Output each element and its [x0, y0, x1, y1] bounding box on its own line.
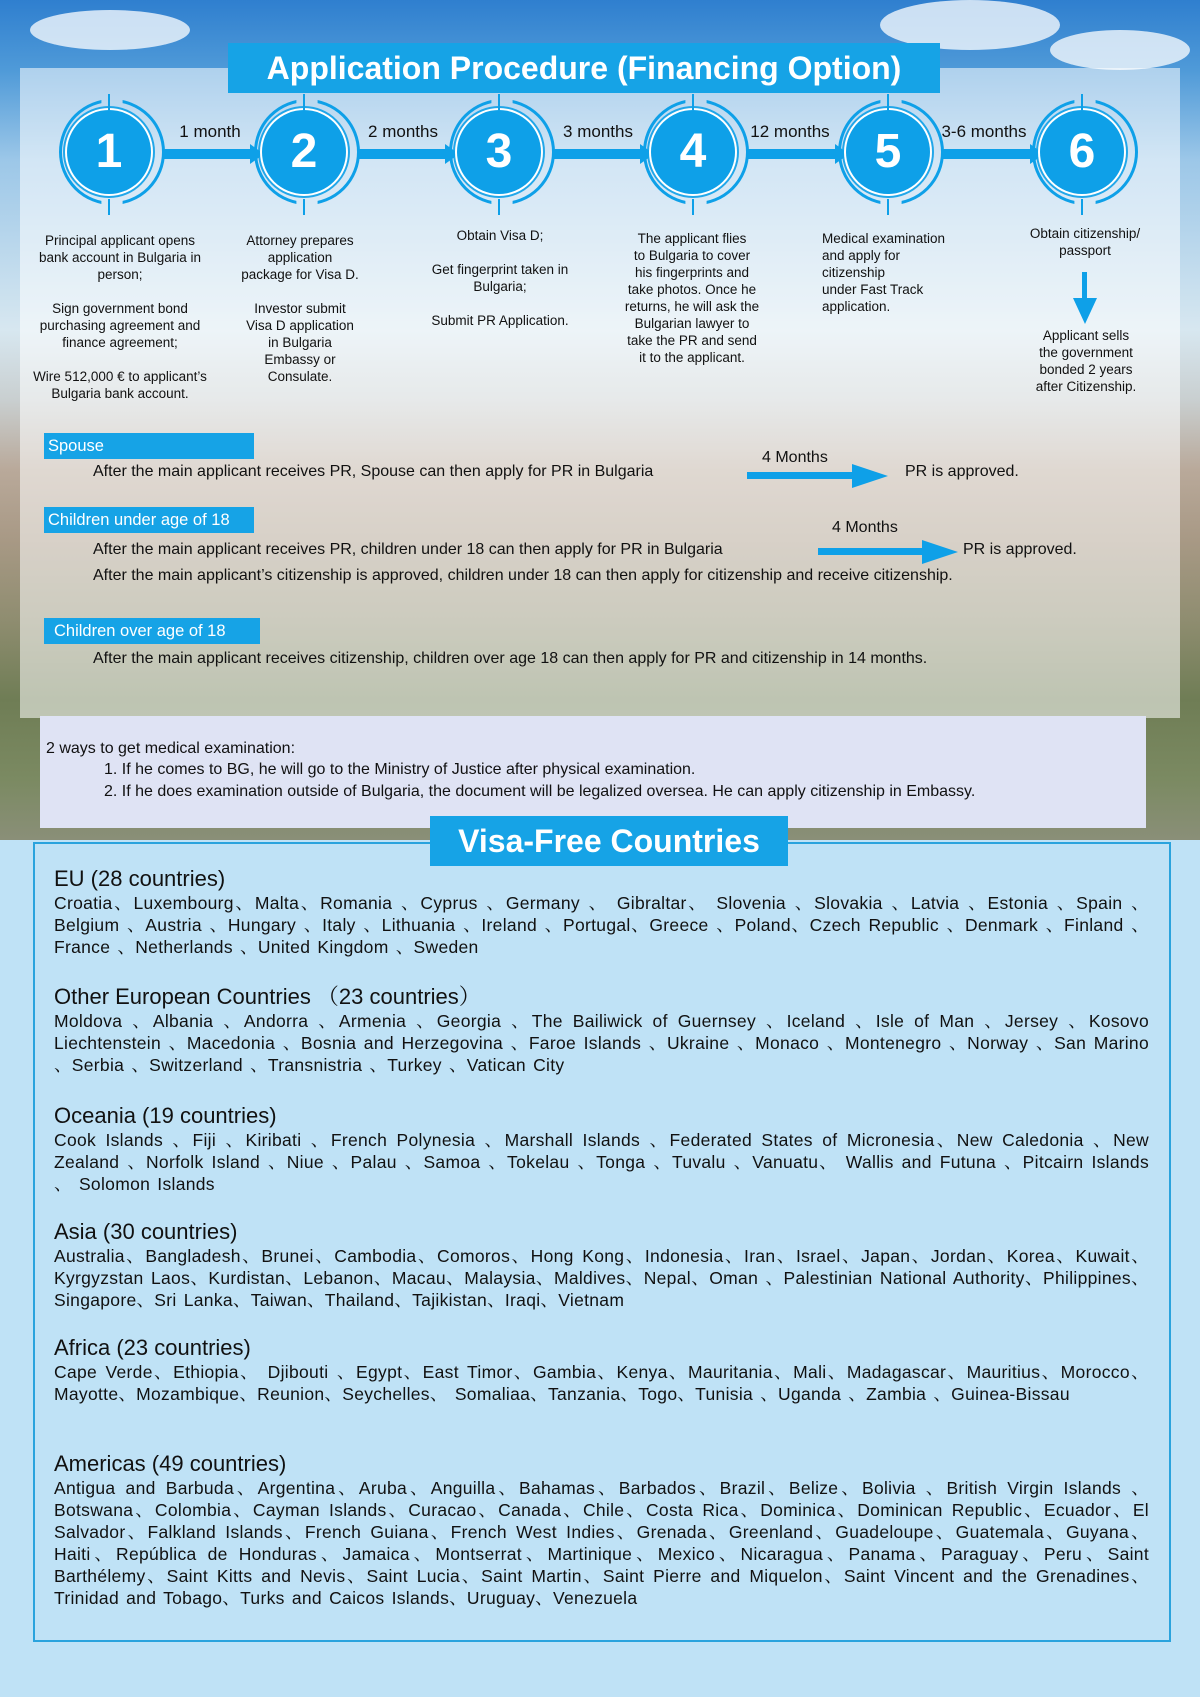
step-tick	[498, 199, 500, 215]
step-number: 6	[1040, 110, 1124, 194]
children-under-text-1: After the main applicant receives PR, children under 18 can then apply for PR in Bulgaria	[93, 541, 723, 558]
duration-label: 1 month	[179, 122, 241, 141]
medical-intro: 2 ways to get medical examination:	[46, 740, 296, 757]
children-under-text-2: After the main applicant’s citizenship is approved, children under 18 can then apply for citizenship and receive citizenship.	[93, 567, 953, 584]
step-tick	[887, 199, 889, 215]
children-under-duration: 4 Months	[832, 519, 898, 536]
spouse-label: Spouse	[44, 433, 254, 459]
spouse-duration: 4 Months	[762, 449, 828, 466]
region-countries: Cape Verde、Ethiopia、 Djibouti 、Egypt、East Timor、Gambia、Kenya、Mauritania、Mali、Madagascar、Mauritius、Morocco、Mayotte、Mozambique、Reunion、Seychelles、 Somaliaa、Tanzania、Togo、Tunisia 、Uganda 、Zambia 、Guinea-Bissau	[54, 1362, 1149, 1404]
region-eu	[54, 866, 1149, 958]
timeline-arrow	[943, 149, 1030, 159]
children-under-arrow	[818, 548, 928, 555]
region-countries: Australia、Bangladesh、Brunei、Cambodia、Comoros、Hong Kong、Indonesia、Iran、Israel、Japan、Jordan、Korea、Kuwait、Kyrgyzstan Laos、Kurdistan、Lebanon、Macau、Malaysia、Maldives、Nepal、Oman 、Palestinian National Authority、Philippines、Singapore、Sri Lanka、Taiwan、Thailand、Tajikistan、Iraqi、Vietnam	[54, 1246, 1149, 1310]
duration-label: 12 months	[750, 122, 830, 141]
spouse-result: PR is approved.	[905, 463, 1019, 480]
duration-label: 3-6 months	[941, 122, 1027, 141]
spouse-arrow	[747, 472, 857, 479]
region-countries: Croatia、Luxembourg、Malta、Romania 、Cyprus 、Germany 、 Gibraltar、 Slovenia 、Slovakia 、Latvia 、Estonia 、Spain 、Belgium 、Austria 、Hungary 、Italy 、Lithuania 、Ireland 、Portugal、Greece 、Poland、Czech Republic 、Denmark 、Finland 、France 、Netherlands 、United Kingdom 、Sweden	[54, 893, 1149, 957]
step-number: 3	[457, 110, 541, 194]
region-heading: EU (28 countries)	[54, 866, 226, 891]
step-tick	[303, 199, 305, 215]
region-asia	[54, 1219, 1149, 1311]
region-heading: Africa (23 countries)	[54, 1335, 251, 1360]
duration-label: 2 months	[368, 122, 438, 141]
medical-option-2: 2. If he does examination outside of Bulgaria, the document will be legalized oversea. He can apply citizenship in Embassy.	[104, 783, 976, 800]
step-tick	[108, 94, 110, 110]
children-over-label: Children over age of 18	[44, 618, 260, 644]
region-countries: Moldova 、Albania 、Andorra 、Armenia 、Georgia 、The Bailiwick of Guernsey 、Iceland 、Isle of Man 、Jersey 、Kosovo Liechtenstein 、Macedonia 、Bosnia and Herzegovina 、Faroe Islands 、Ukraine 、Monaco 、Montenegro 、Norway 、San Marino 、Serbia 、Switzerland 、Transnistria 、Turkey 、Vatican City	[54, 1011, 1149, 1075]
step-6-description: Obtain citizenship/ passport	[1029, 226, 1141, 258]
step-2-description: Attorney prepares application package for Visa D. Investor submit Visa D application in Bulgaria Embassy or Consulate.	[241, 233, 359, 384]
region-oceania	[54, 1103, 1149, 1195]
visa-free-title: Visa-Free Countries	[430, 816, 788, 866]
children-under-label: Children under age of 18	[44, 507, 254, 533]
procedure-title: Application Procedure (Financing Option)	[228, 43, 940, 93]
region-americas	[54, 1451, 1149, 1609]
region-other-europe	[54, 984, 1149, 1076]
cloud	[1050, 30, 1190, 70]
region-heading: Asia (30 countries)	[54, 1219, 238, 1244]
medical-option-1: 1. If he comes to BG, he will go to the Ministry of Justice after physical examination.	[104, 761, 696, 778]
region-heading: Americas (49 countries)	[54, 1451, 287, 1476]
timeline-arrow	[359, 149, 445, 159]
after-citizenship-note: Applicant sells the government bonded 2 years after Citizenship.	[1035, 328, 1137, 394]
medical-exam-box	[40, 716, 1146, 828]
step-number: 4	[651, 110, 735, 194]
step-number: 5	[846, 110, 930, 194]
duration-label: 3 months	[563, 122, 633, 141]
region-heading: Oceania (19 countries)	[54, 1103, 277, 1128]
region-countries: Cook Islands 、Fiji 、Kiribati 、French Polynesia 、Marshall Islands 、Federated States of Micronesia、New Caledonia 、New Zealand 、Norfolk Island 、Niue 、Palau 、Samoa 、Tokelau 、Tonga 、Tuvalu 、Vanuatu、 Wallis and Futuna 、Pitcairn Islands 、 Solomon Islands	[54, 1130, 1149, 1194]
region-countries: Antigua and Barbuda、Argentina、Aruba、Anguilla、Bahamas、Barbados、Brazil、Belize、Bolivia 、British Virgin Islands 、Botswana、Colombia、Cayman Islands、Curacao、Canada、Chile、Costa Rica、Dominica、Dominican Republic、Ecuador、El Salvador、Falkland Islands、French Guiana、French West Indies、Grenada、Greenland、Guadeloupe、Guatemala、Guyana、Haiti、República de Honduras、Jamaica、Montserrat、Martinique、Mexico、Nicaragua、Panama、Paraguay、Peru、Saint Barthélemy、Saint Kitts and Nevis、Saint Lucia、Saint Martin、Saint Pierre and Miquelon、Saint Vincent and the Grenadines、Trinidad and Tobago、Turks and Caicos Islands、Uruguay、Venezuela	[54, 1478, 1149, 1608]
timeline-arrow	[553, 149, 640, 159]
step-tick	[108, 199, 110, 215]
region-heading: Other European Countries （23 countries）	[54, 984, 481, 1009]
timeline-arrow	[164, 149, 250, 159]
step-tick	[303, 94, 305, 110]
children-under-arrowhead	[922, 540, 958, 564]
step-tick	[887, 94, 889, 110]
step-tick	[1081, 94, 1083, 110]
spouse-text: After the main applicant receives PR, Spouse can then apply for PR in Bulgaria	[93, 463, 654, 480]
down-arrowhead	[1073, 298, 1097, 324]
step-1-description: Principal applicant opens bank account in Bulgaria in person; Sign government bond purchasing agreement and finance agreement; Wire 512,000 € to applicant’s Bulgaria bank account.	[33, 233, 207, 401]
step-4-description: The applicant flies to Bulgaria to cover his fingerprints and take photos. Once he returns, he will ask the Bulgarian lawyer to take the PR and send it to the applicant.	[624, 231, 760, 365]
step-5-description: Medical examination and apply for citizenship under Fast Track application.	[822, 231, 946, 314]
step-number: 1	[67, 110, 151, 194]
children-under-result: PR is approved.	[963, 541, 1077, 558]
step-tick	[1081, 199, 1083, 215]
step-tick	[692, 199, 694, 215]
step-tick	[692, 94, 694, 110]
step-number: 2	[262, 110, 346, 194]
spouse-arrowhead	[852, 464, 888, 488]
step-3-description: Obtain Visa D; Get fingerprint taken in Bulgaria; Submit PR Application.	[431, 228, 569, 328]
children-over-text: After the main applicant receives citizenship, children over age 18 can then apply for PR and citizenship in 14 months.	[93, 650, 928, 667]
region-africa	[54, 1335, 1149, 1405]
step-tick	[498, 94, 500, 110]
cloud	[30, 10, 190, 50]
timeline-arrow	[748, 149, 835, 159]
